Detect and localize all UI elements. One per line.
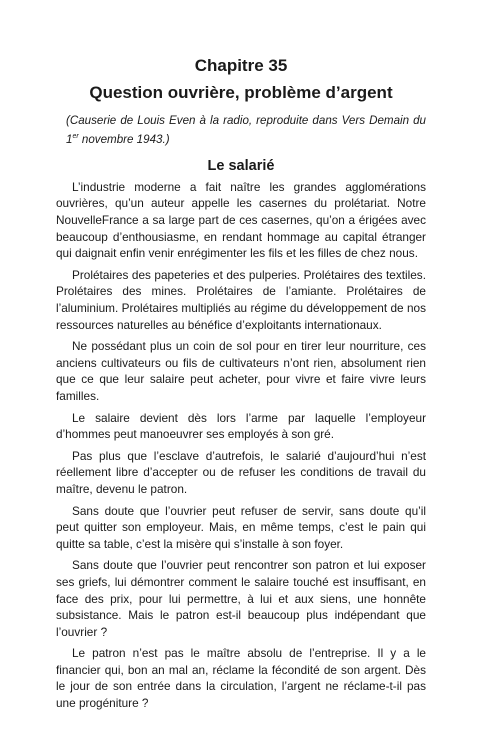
chapter-title: Question ouvrière, problème d’argent — [89, 83, 393, 102]
paragraph: Pas plus que l’esclave d’autrefois, le salarié d’aujourd’hui n’est réellement libre d’accepter ou de refuser les conditions de travail du maître, devenu le patron. — [56, 448, 426, 496]
chapter-number: Chapitre 35 — [194, 56, 288, 75]
source-note-date: novembre 1943.) — [78, 132, 170, 146]
paragraph: Prolétaires des papeteries et des pulperies. Prolétaires des textiles. Prolétaires des mines. Prolétaires de l’amiante. Prolétaires de l’aluminium. Prolétaires multipliés au régime du développement de nos ressources naturelles au bénéfice d’exploitants internationaux. — [56, 267, 426, 332]
paragraph: Sans doute que l’ouvrier peut refuser de servir, sans doute qu’il peut quitter son employeur. Mais, en même temps, c’est le pain qui quitte sa table, c’est la misère qui s’installe à son foyer. — [56, 503, 426, 551]
source-note — [66, 113, 426, 148]
section-title: Le salarié — [207, 157, 275, 174]
source-note-superscript: er — [72, 133, 79, 140]
paragraph: Le patron n’est pas le maître absolu de l’entreprise. Il y a le financier qui, bon an mal an, réclame la fécondité de son argent. Dès le jour de son entrée dans la circulation, l’argent ne réclame-t-il pas une progéniture ? — [56, 646, 426, 711]
source-note-text: (Causerie de Louis Even à la radio, reproduite dans Vers Demain du 1 — [66, 114, 426, 146]
book-page — [56, 56, 426, 717]
paragraph: Le salaire devient dès lors l’arme par laquelle l’employeur d’hommes peut manoeuvrer ses employés à son gré. — [56, 410, 426, 442]
paragraph: L’industrie moderne a fait naître les grandes agglomérations ouvrières, qu’un auteur appelle les casernes du prolétariat. Notre NouvelleFrance a sa large part de ces casernes, qu’on a érigées avec beaucoup d’enthousiasme, en rendant hommage au capital étranger qui daignait enfin venir enrégimenter les fils et les filles de chez nous. — [56, 179, 426, 261]
paragraph: Sans doute que l’ouvrier peut rencontrer son patron et lui exposer ses griefs, lui démontrer comment le salaire touché est insuffisant, en face des prix, pour lui permettre, à lui et aux siens, une honnête subsistance. Mais le patron est-il beaucoup plus indépendant que l’ouvrier ? — [56, 558, 426, 639]
paragraph: Ne possédant plus un coin de sol pour en tirer leur nourriture, ces anciens cultivateurs ou fils de cultivateurs n’ont rien, absolument rien que ce que leur salaire peut acheter, pour vivre et faire vivre leurs familles. — [56, 339, 426, 403]
